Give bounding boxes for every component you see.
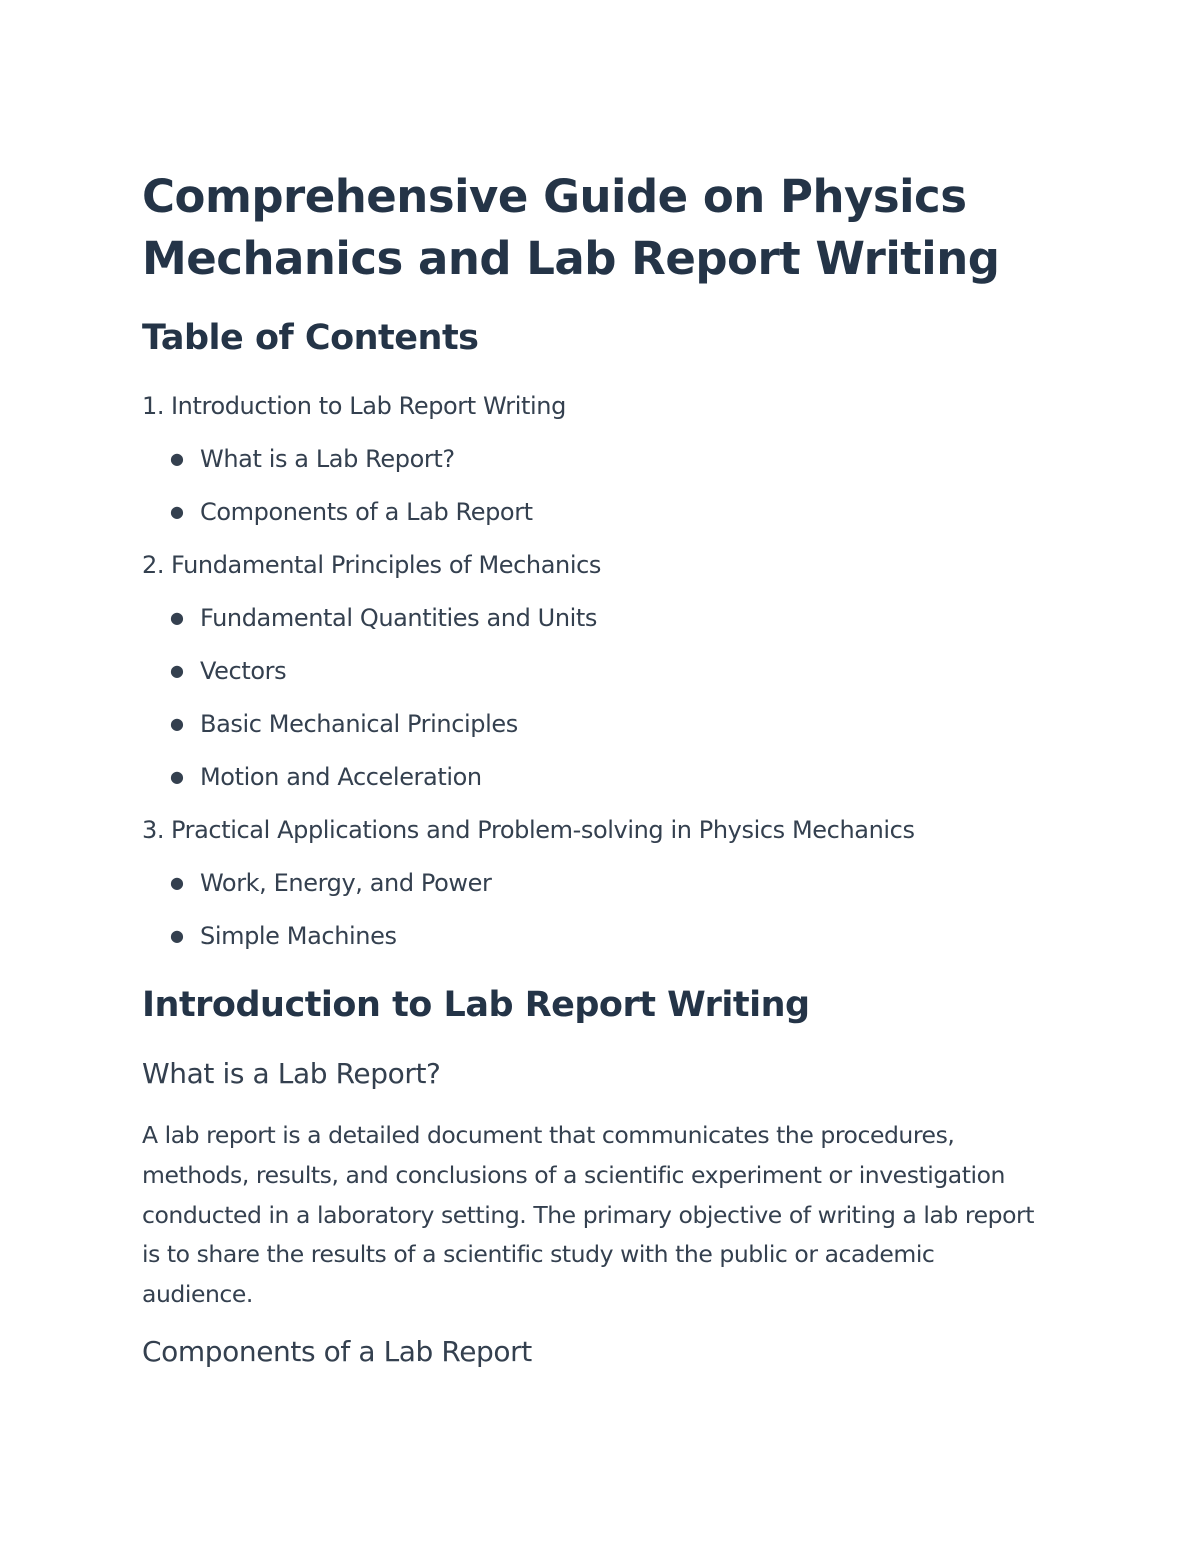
bullet-icon: ●	[170, 608, 184, 627]
body-paragraph: A lab report is a detailed document that communicates the procedures, methods, results, and conclusions of a scientific experiment or investigation conducted in a laboratory setting. The primary objective of writing a lab report is to share the results of a scientific study with the public or academic audience.	[142, 1121, 1034, 1309]
toc-heading: Table of Contents	[142, 318, 479, 358]
toc-number: 2.	[142, 551, 165, 579]
toc-subitem-label: Simple Machines	[200, 922, 397, 950]
bullet-icon: ●	[170, 926, 184, 945]
section-heading: Introduction to Lab Report Writing	[142, 985, 810, 1025]
bullet-icon: ●	[170, 767, 184, 786]
toc-number: 1.	[142, 392, 165, 420]
toc-number: 3.	[142, 816, 165, 844]
subsection-heading-what-is-lab-report: What is a Lab Report?	[142, 1057, 441, 1090]
toc-subitem-label: Motion and Acceleration	[200, 763, 482, 791]
toc-item-label: Fundamental Principles of Mechanics	[171, 551, 602, 579]
toc-item-fundamental-principles	[142, 539, 601, 591]
toc-subitem-mechanical-principles	[170, 698, 518, 750]
toc-item-label: Introduction to Lab Report Writing	[171, 392, 566, 420]
toc-subitem-label: Basic Mechanical Principles	[200, 710, 518, 738]
toc-subitem-simple-machines	[170, 910, 397, 962]
toc-subitem-label: Fundamental Quantities and Units	[200, 604, 598, 632]
toc-item-introduction	[142, 380, 566, 432]
toc-subitem-components	[170, 486, 533, 538]
bullet-icon: ●	[170, 502, 184, 521]
bullet-icon: ●	[170, 449, 184, 468]
toc-subitem-work-energy-power	[170, 857, 491, 909]
document-title: Comprehensive Guide on Physics Mechanics and Lab Report Writing	[142, 170, 1000, 285]
subsection-heading-components: Components of a Lab Report	[142, 1335, 532, 1368]
toc-subitem-motion-acceleration	[170, 751, 482, 803]
toc-item-label: Practical Applications and Problem-solving in Physics Mechanics	[171, 816, 915, 844]
bullet-icon: ●	[170, 873, 184, 892]
toc-subitem-label: Vectors	[200, 657, 287, 685]
toc-subitem-label: What is a Lab Report?	[200, 445, 455, 473]
bullet-icon: ●	[170, 661, 184, 680]
bullet-icon: ●	[170, 714, 184, 733]
toc-item-practical-applications	[142, 804, 915, 856]
toc-subitem-label: Work, Energy, and Power	[200, 869, 492, 897]
toc-subitem-what-is-lab-report	[170, 433, 455, 485]
toc-subitem-vectors	[170, 645, 286, 697]
toc-subitem-quantities-units	[170, 592, 597, 644]
toc-subitem-label: Components of a Lab Report	[200, 498, 533, 526]
